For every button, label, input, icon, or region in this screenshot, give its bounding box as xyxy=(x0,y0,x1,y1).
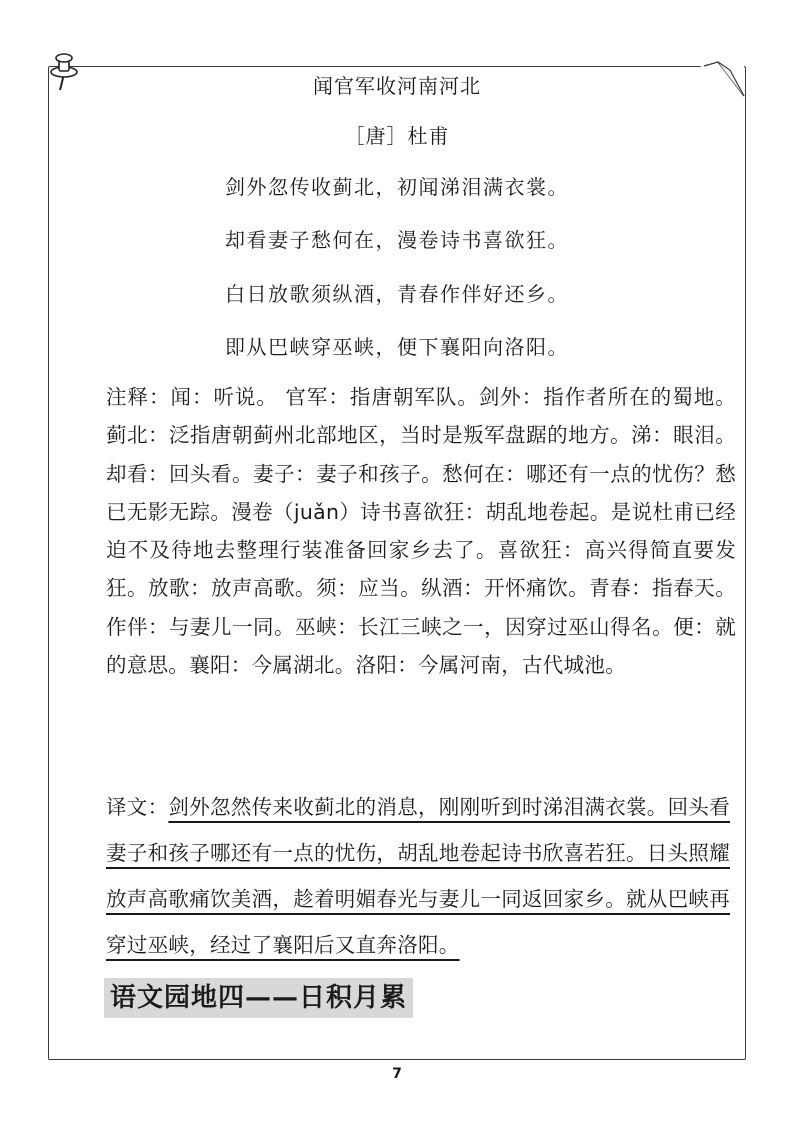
translation-text: 剑外忽然传来收蓟北的消息，刚刚听到时涕泪满衣裳。回头看妻子和孩子哪还有一点的忧伤，胡乱地卷起诗书欣喜若狂。日头照耀放声高歌痛饮美酒，趁着明媚春光与妻儿一同返回家乡。就从巴峡再穿过巫峡，经过了襄阳后又直奔洛阳。 xyxy=(106,795,731,957)
poem-line: 即从巴峡穿巫峡，便下襄阳向洛阳。 xyxy=(225,335,569,359)
page-number: 7 xyxy=(392,1066,402,1082)
poem-line: 却看妻子愁何在，漫卷诗书喜欲狂。 xyxy=(225,228,569,252)
translation-paragraph xyxy=(106,784,736,968)
poem-line: 白日放歌须纵酒，青春作伴好还乡。 xyxy=(225,282,569,306)
poem-author: ［唐］杜甫 xyxy=(344,124,450,148)
translation-label: 译文： xyxy=(106,795,169,819)
poem-title: 闻官军收河南河北 xyxy=(313,74,481,98)
section-heading: 语文园地四——日积月累 xyxy=(104,978,413,1018)
poem-line: 剑外忽传收蓟北，初闻涕泪满衣裳。 xyxy=(225,175,569,199)
annotation-paragraph: 注释：闻：听说。 官军：指唐朝军队。剑外：指作者所在的蜀地。蓟北：泛指唐朝蓟州北部地区，当时是叛军盘踞的地方。涕：眼泪。却看：回头看。妻子：妻子和孩子。愁何在：哪还有一点的忧伤？愁已无影无踪。漫卷（juǎn）诗书喜欲狂：胡乱地卷起。是说杜甫已经迫不及待地去整理行装准备回家乡去了。喜欲狂：高兴得简直要发狂。放歌：放声高歌。须：应当。纵酒：开怀痛饮。青春：指春天。作伴：与妻儿一同。巫峡：长江三峡之一，因穿过巫山得名。便：就的意思。襄阳：今属湖北。洛阳：今属河南，古代城池。 xyxy=(106,385,736,678)
